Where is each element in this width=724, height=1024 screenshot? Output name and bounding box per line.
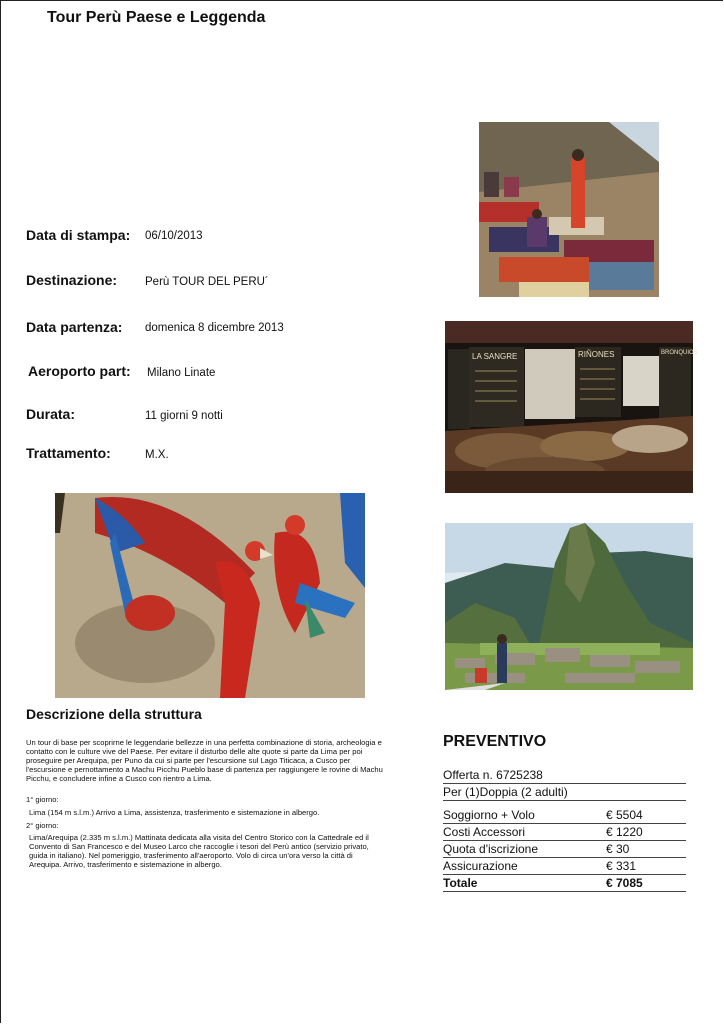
market-stall-photo (445, 321, 698, 493)
treatment-label: Trattamento: (26, 445, 111, 461)
quote-total-value: € 7085 (606, 876, 643, 890)
quote-row (443, 859, 686, 875)
print-date-label: Data di stampa: (26, 227, 131, 243)
airport-value: Milano Linate (147, 367, 216, 379)
print-date-value: 06/10/2013 (145, 230, 203, 242)
room-type (443, 785, 686, 801)
textile-market-photo (479, 122, 659, 297)
quote-row (443, 808, 686, 824)
day1-text: Lima (154 m s.l.m.) Arrivo a Lima, assistenza, trasferimento e sistemazione in albergo. (29, 808, 320, 817)
departure-date-value: domenica 8 dicembre 2013 (145, 322, 284, 334)
offer-number-text: Offerta n. 6725238 (443, 768, 543, 782)
quote-row-value: € 30 (606, 842, 630, 856)
macaws-photo (55, 493, 365, 698)
machu-picchu-photo (445, 523, 693, 690)
departure-date-label: Data partenza: (26, 319, 123, 335)
quote-row-label: Quota d'iscrizione (443, 842, 539, 856)
duration-label: Durata: (26, 406, 76, 422)
quote-row (443, 825, 686, 841)
offer-number (443, 768, 686, 784)
sign-la-sangre: LA SANGRE (472, 352, 518, 361)
page-title: Tour Perù Paese e Leggenda (47, 9, 266, 26)
description-title: Descrizione della struttura (26, 706, 202, 722)
day1-label: 1° giorno: (26, 795, 59, 804)
room-type-text: Per (1)Doppia (2 adulti) (443, 785, 568, 799)
day2-text: Lima/Arequipa (2.335 m s.l.m.) Mattinata dedicata alla visita del Centro Storico con la Cattedrale ed il Convento di San Francesco e del Museo Larco che raccoglie i tesori del Perù antico (servizio privato, guida in italiano). Nel pomeriggio, trasferimento all'aeroporto. Volo di circa un'ora verso la città di Arequipa. Arrivo, trasferimento e sistemazione in albergo. (29, 833, 369, 869)
quote-row (443, 842, 686, 858)
quote-title: PREVENTIVO (443, 733, 547, 750)
duration-value: 11 giorni 9 notti (145, 410, 223, 422)
quote-row-value: € 5504 (606, 808, 643, 822)
quote-row-value: € 331 (606, 859, 637, 873)
description-intro: Un tour di base per scoprirne le leggendarie bellezze in una perfetta combinazione di storia, archeologia e contatto con le culture vive del Paese. Per evitare il disturbo delle alte quote si parte da Lima per poi proseguire per Arequipa, per Puno da cui si parte per l'escursione sul Lago Titicaca, a Cusco per l'escursione e pernottamento a Machu Picchu Pueblo base di partenza per raggiungere le rovine di Machu Picchu, e concludere infine a Cusco con rientro a Lima. (26, 738, 383, 783)
airport-label: Aeroporto part: (28, 363, 131, 379)
sign-rinones: RIÑONES (578, 350, 615, 359)
quote-total-row (443, 876, 686, 892)
treatment-value: M.X. (145, 449, 169, 461)
quote-row-label: Soggiorno + Volo (443, 808, 535, 822)
day2-label: 2° giorno: (26, 821, 59, 830)
quote-total-label: Totale (443, 876, 478, 890)
destination-label: Destinazione: (26, 272, 118, 288)
quote-row-value: € 1220 (606, 825, 643, 839)
quote-row-label: Costi Accessori (443, 825, 526, 839)
destination-value: Perù TOUR DEL PERU´ (145, 276, 269, 288)
sign-bronquios: BRONQUIOS (661, 350, 698, 356)
quote-row-label: Assicurazione (443, 859, 518, 873)
